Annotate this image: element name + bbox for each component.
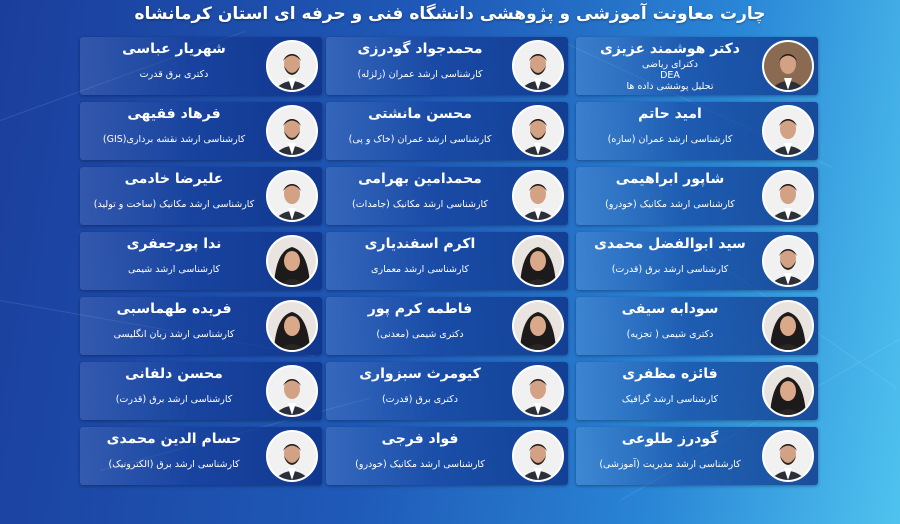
staff-degree: دکتری برق قدرت [139,69,209,80]
staff-name: محسن دلفانی [125,366,223,382]
staff-photo [266,40,318,92]
staff-name: محمدجواد گودرزی [357,41,483,57]
staff-photo [266,430,318,482]
staff-card [326,362,568,420]
woman-portrait-icon [268,302,316,350]
staff-name: دکتر هوشمند عزیزی [599,41,740,57]
staff-degree: کارشناسی ارشد زبان انگلیسی [113,329,235,340]
staff-name: سودابه سیفی [621,301,719,317]
man-portrait-icon [268,432,316,480]
staff-name: حسام الدین محمدی [106,431,242,447]
staff-card [326,167,568,225]
staff-card [326,232,568,290]
staff-degree: کارشناسی ارشد مکانیک (ساخت و تولید) [93,199,255,210]
staff-photo [762,40,814,92]
staff-card [80,427,322,485]
man-portrait-icon [268,42,316,90]
man-portrait-icon [514,367,562,415]
staff-photo [512,430,564,482]
staff-card [80,102,322,160]
staff-photo [512,235,564,287]
woman-portrait-icon [514,237,562,285]
staff-card [576,102,818,160]
staff-photo [762,235,814,287]
man-portrait-icon [268,107,316,155]
staff-card [80,362,322,420]
staff-name: محسن مانشتی [368,106,472,122]
man-portrait-icon [514,432,562,480]
staff-card [326,102,568,160]
staff-card [576,427,818,485]
staff-card [326,37,568,95]
staff-photo [512,40,564,92]
woman-portrait-icon [764,367,812,415]
man-portrait-icon [764,42,812,90]
staff-degree: کارشناسی ارشد مکانیک (خودرو) [605,199,735,210]
staff-degree: کارشناسی ارشد عمران (سازه) [607,134,733,145]
staff-degree: کارشناسی ارشد عمران (زلزله) [357,69,483,80]
staff-name: امید حاتم [638,106,702,122]
staff-name: فائزه مظفری [622,366,718,382]
man-portrait-icon [764,237,812,285]
staff-name: شاپور ابراهیمی [615,171,725,187]
staff-photo [512,170,564,222]
staff-photo [512,300,564,352]
staff-degree: کارشناسی ارشد مدیریت (آموزشی) [599,459,741,470]
staff-card [326,427,568,485]
staff-photo [266,235,318,287]
staff-name: علیرضا خادمی [124,171,224,187]
staff-card [576,167,818,225]
staff-degree: دکترای ریاضی [641,59,699,70]
staff-degree: کارشناسی ارشد گرافیک [621,394,719,405]
staff-degree: کارشناسی ارشد شیمی [127,264,221,275]
staff-degree: دکتری شیمی (معدنی) [376,329,464,340]
staff-degree: کارشناسی ارشد برق (قدرت) [115,394,233,405]
staff-photo [512,365,564,417]
staff-degree: تحلیل پوششی داده ها [626,81,714,92]
man-portrait-icon [764,107,812,155]
staff-degree: دکتری شیمی ( تجزیه) [626,329,714,340]
staff-degree: کارشناسی ارشد برق (قدرت) [611,264,729,275]
staff-photo [762,105,814,157]
staff-name: کیومرث سبزواری [359,366,481,382]
staff-card [576,37,818,95]
staff-name: محمدامین بهرامی [358,171,482,187]
staff-degree: دکتری برق (قدرت) [381,394,459,405]
staff-photo [512,105,564,157]
staff-card [80,167,322,225]
man-portrait-icon [514,107,562,155]
staff-photo [266,170,318,222]
staff-photo [266,300,318,352]
staff-photo [266,365,318,417]
staff-card [576,297,818,355]
staff-card [80,37,322,95]
staff-card [576,362,818,420]
staff-name: شهریار عباسی [122,41,226,57]
woman-portrait-icon [268,237,316,285]
staff-name: ندا پورجعفری [126,236,222,252]
staff-name: فاطمه کرم پور [367,301,473,317]
staff-photo [762,430,814,482]
staff-name: فرهاد فقیهی [127,106,221,122]
man-portrait-icon [514,172,562,220]
page-title: چارت معاونت آموزشی و پژوهشی دانشگاه فنی و حرفه ای استان کرمانشاه [134,4,766,24]
staff-degree: کارشناسی ارشد مکانیک (جامدات) [352,199,488,210]
staff-card [326,297,568,355]
staff-photo [762,300,814,352]
staff-photo [266,105,318,157]
man-portrait-icon [764,432,812,480]
staff-degree: DEA [660,70,680,81]
woman-portrait-icon [764,302,812,350]
staff-degree: کارشناسی ارشد مکانیک (خودرو) [355,459,485,470]
staff-name: اکرم اسفندیاری [364,236,476,252]
staff-card [80,297,322,355]
man-portrait-icon [514,42,562,90]
staff-card [576,232,818,290]
staff-card [80,232,322,290]
staff-name: سید ابوالفضل محمدی [594,236,746,252]
staff-degree: کارشناسی ارشد عمران (خاک و پی) [348,134,492,145]
staff-degree: کارشناسی ارشد برق (الکترونیک) [108,459,240,470]
staff-photo [762,170,814,222]
staff-name: فریده طهماسبی [116,301,232,317]
staff-degree: کارشناسی ارشد نقشه برداری(GIS) [102,134,246,145]
staff-name: فواد فرجی [381,431,459,447]
staff-degree: کارشناسی ارشد معماری [371,264,469,275]
man-portrait-icon [268,172,316,220]
man-portrait-icon [764,172,812,220]
staff-name: گودرز طلوعی [621,431,719,447]
woman-portrait-icon [514,302,562,350]
staff-photo [762,365,814,417]
man-portrait-icon [268,367,316,415]
